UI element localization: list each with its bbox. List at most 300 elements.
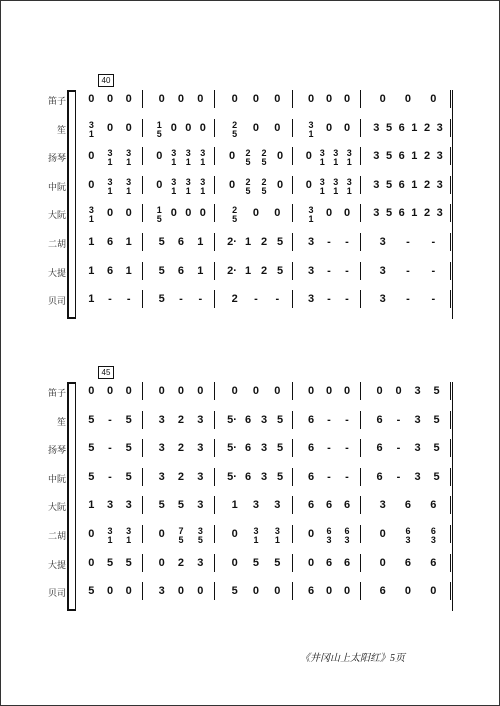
jianpu-note: 5 xyxy=(125,470,132,483)
jianpu-note: 5 xyxy=(106,556,114,569)
jianpu-note xyxy=(329,178,343,196)
chord-bottom-note: 1 xyxy=(126,535,132,545)
jianpu-note: 0 xyxy=(106,385,114,397)
chord-bottom-note: 5 xyxy=(232,128,238,139)
measure xyxy=(302,149,356,167)
measure xyxy=(370,556,446,570)
jianpu-note xyxy=(395,527,420,545)
chord-bottom-note: 1 xyxy=(274,535,280,545)
instrument-label: 贝司 xyxy=(47,296,66,307)
jianpu-note: 0 xyxy=(404,585,412,598)
jianpu-note: 1 xyxy=(125,236,132,248)
jianpu-note: 5 xyxy=(433,470,440,483)
jianpu-note: 6 xyxy=(244,413,252,426)
measure xyxy=(152,178,210,196)
chord-bottom-note: 5 xyxy=(232,214,238,225)
jianpu-note xyxy=(167,149,182,167)
measure xyxy=(82,384,138,398)
barline xyxy=(450,525,451,543)
jianpu-note: 0 xyxy=(231,528,238,540)
barline xyxy=(360,90,361,108)
barline xyxy=(360,204,361,222)
instrument-label: 笛子 xyxy=(47,96,66,106)
jianpu-note: 3 xyxy=(106,499,114,512)
jianpu-note: 1 xyxy=(411,121,418,134)
jianpu-note xyxy=(316,149,330,167)
barline xyxy=(360,176,361,194)
jianpu-note: 0 xyxy=(307,385,315,397)
jianpu-note: 0 xyxy=(125,93,132,105)
barline xyxy=(360,554,361,572)
jianpu-note: 3 xyxy=(436,178,443,191)
jianpu-note xyxy=(320,527,338,545)
jianpu-note: 0 xyxy=(305,150,312,163)
jianpu-note: - xyxy=(431,293,436,306)
jianpu-note: 6 xyxy=(307,470,315,483)
barline xyxy=(214,496,215,514)
barline xyxy=(142,411,143,429)
jianpu-note: 6 xyxy=(244,470,252,483)
measure xyxy=(302,470,356,484)
jianpu-note: 0 xyxy=(343,207,351,220)
measure xyxy=(82,527,138,545)
jianpu-note: 0 xyxy=(430,585,437,598)
barline xyxy=(360,290,361,308)
measure xyxy=(152,121,210,139)
measure xyxy=(302,584,356,598)
jianpu-note: 2 xyxy=(177,442,185,455)
jianpu-note xyxy=(101,178,120,196)
jianpu-note: 0 xyxy=(305,178,312,191)
jianpu-note: 0 xyxy=(379,556,386,569)
system-end-line xyxy=(452,382,453,611)
jianpu-note: - xyxy=(179,293,183,306)
jianpu-note: 6 xyxy=(307,585,315,598)
chord-bottom-note: 5 xyxy=(197,535,203,545)
jianpu-note: - xyxy=(345,264,349,277)
jianpu-note: 0 xyxy=(125,121,132,134)
jianpu-note: - xyxy=(275,293,280,306)
jianpu-note xyxy=(256,178,272,196)
jianpu-note: 6 xyxy=(398,150,405,163)
jianpu-note: 5 xyxy=(231,585,238,598)
barline xyxy=(292,233,293,251)
instrument-label: 中阮 xyxy=(47,473,66,484)
jianpu-note: 6 xyxy=(325,556,333,569)
barline xyxy=(450,290,451,308)
jianpu-note: 0 xyxy=(404,93,412,105)
measure xyxy=(302,498,356,512)
barline xyxy=(214,554,215,572)
barline xyxy=(214,233,215,251)
jianpu-note: 0 xyxy=(88,385,95,397)
jianpu-note: 1 xyxy=(244,236,252,248)
chord-bottom-note: 1 xyxy=(253,535,259,545)
system-end-line xyxy=(452,90,453,319)
chord-bottom-note: 5 xyxy=(261,157,267,168)
jianpu-note: 3 xyxy=(158,585,165,598)
chord-bottom-note: 1 xyxy=(126,185,132,196)
jianpu-note: 0 xyxy=(325,121,333,134)
jianpu-note: 3 xyxy=(158,442,165,455)
barline xyxy=(214,582,215,600)
jianpu-note: 6 xyxy=(398,121,405,134)
jianpu-note xyxy=(119,527,138,545)
jianpu-note: 2 xyxy=(423,207,431,220)
jianpu-note: 3 xyxy=(373,150,380,163)
jianpu-note: 3 xyxy=(414,442,421,455)
measure xyxy=(302,178,356,196)
jianpu-note: 6 xyxy=(307,442,315,455)
jianpu-note: 3 xyxy=(414,413,421,426)
jianpu-note: - xyxy=(431,264,436,277)
page-footer: 《井冈山上太阳红》5页 xyxy=(300,653,405,664)
chord-top-note: 3 xyxy=(126,148,132,159)
jianpu-note: 0 xyxy=(125,585,132,598)
jianpu-note: 6 xyxy=(398,207,405,220)
measure xyxy=(82,121,138,139)
jianpu-note: 2 xyxy=(177,470,185,483)
jianpu-note: 0 xyxy=(177,385,185,397)
chord-top-note: 2 xyxy=(261,176,267,187)
chord-top-note: 3 xyxy=(274,526,280,536)
jianpu-note xyxy=(256,149,272,167)
jianpu-note: 3 xyxy=(197,470,204,483)
chord-bottom-note: 1 xyxy=(346,185,352,196)
jianpu-note xyxy=(167,178,182,196)
jianpu-note: 3 xyxy=(414,385,421,397)
jianpu-note: - xyxy=(406,264,410,277)
jianpu-note: 6 xyxy=(343,556,351,569)
chord-top-note: 3 xyxy=(107,176,113,187)
measure xyxy=(370,235,446,249)
measure xyxy=(224,264,288,278)
measure xyxy=(82,556,138,570)
jianpu-note: 0 xyxy=(274,93,281,105)
jianpu-note: 0 xyxy=(252,207,260,220)
jianpu-note: 0 xyxy=(88,556,95,569)
jianpu-note: 0 xyxy=(185,121,192,134)
jianpu-note: 6 xyxy=(244,442,252,455)
jianpu-note: 2 xyxy=(177,556,185,569)
jianpu-note: 0 xyxy=(88,528,95,540)
measure xyxy=(224,556,288,570)
chord-bottom-note: 1 xyxy=(185,185,191,196)
jianpu-note: - xyxy=(126,293,131,306)
chord-top-note: 3 xyxy=(88,119,94,130)
barline xyxy=(142,290,143,308)
jianpu-note: - xyxy=(345,470,349,483)
measure xyxy=(302,206,356,224)
barline xyxy=(142,262,143,280)
jianpu-note: 0 xyxy=(343,93,351,105)
chord-bottom-note: 3 xyxy=(326,535,332,545)
instrument-label: 大阮 xyxy=(47,502,66,513)
jianpu-note: 3 xyxy=(274,499,281,512)
jianpu-note: 0 xyxy=(395,385,402,397)
measure xyxy=(224,292,288,306)
jianpu-note: 6 xyxy=(325,499,333,512)
jianpu-note: 0 xyxy=(125,207,132,220)
jianpu-note: 3 xyxy=(373,121,380,134)
chord-top-note: 3 xyxy=(346,176,352,187)
chord-top-note: 2 xyxy=(232,205,238,216)
measure xyxy=(82,264,138,278)
chord-top-note: 3 xyxy=(126,526,132,536)
jianpu-note xyxy=(316,178,330,196)
jianpu-note: 2 xyxy=(177,413,185,426)
jianpu-note: 3 xyxy=(379,293,386,306)
jianpu-note: 5· xyxy=(227,413,237,426)
jianpu-note: 3 xyxy=(260,442,268,455)
jianpu-note: - xyxy=(198,293,203,306)
chord-top-note: 3 xyxy=(171,176,177,187)
jianpu-note: 3 xyxy=(158,413,165,426)
chord-bottom-note: 5 xyxy=(156,214,162,225)
system-barline-start xyxy=(75,382,76,611)
jianpu-note: 0 xyxy=(307,556,315,569)
jianpu-note: 0 xyxy=(252,585,260,598)
jianpu-note: 5 xyxy=(433,442,440,455)
barline xyxy=(142,119,143,137)
jianpu-note xyxy=(338,527,356,545)
jianpu-note: 5 xyxy=(276,413,284,426)
barline xyxy=(292,290,293,308)
chord-bottom-note: 5 xyxy=(156,128,162,139)
jianpu-note: 2· xyxy=(227,236,237,248)
jianpu-note: - xyxy=(431,236,436,248)
instrument-label: 大提 xyxy=(47,267,66,278)
jianpu-note: - xyxy=(396,442,401,455)
jianpu-note xyxy=(240,178,256,196)
chord-top-note: 6 xyxy=(344,526,350,536)
jianpu-note: 2 xyxy=(423,150,431,163)
barline xyxy=(450,204,451,222)
chord-top-note: 3 xyxy=(253,526,259,536)
measure xyxy=(302,441,356,455)
barline xyxy=(292,411,293,429)
instrument-label: 二胡 xyxy=(47,239,66,249)
instrument-label: 扬琴 xyxy=(47,445,66,456)
barline xyxy=(450,582,451,600)
jianpu-note xyxy=(119,178,138,196)
jianpu-note: 6 xyxy=(404,499,412,512)
jianpu-note xyxy=(119,149,138,167)
measure xyxy=(302,264,356,278)
jianpu-note: - xyxy=(345,236,349,248)
jianpu-note: 0 xyxy=(170,207,177,220)
chord-bottom-note: 1 xyxy=(308,128,314,139)
measure xyxy=(82,92,138,106)
barline xyxy=(214,176,215,194)
measure xyxy=(224,206,288,224)
jianpu-note: - xyxy=(327,293,331,306)
jianpu-note xyxy=(343,178,357,196)
jianpu-note: 0 xyxy=(325,207,333,220)
chord-top-note: 6 xyxy=(326,526,332,536)
jianpu-note: 6 xyxy=(430,499,437,512)
jianpu-note: 3 xyxy=(373,178,380,191)
measure xyxy=(370,498,446,512)
chord-bottom-note: 1 xyxy=(333,157,339,168)
jianpu-note xyxy=(152,206,167,224)
barline xyxy=(450,468,451,486)
jianpu-note: 5 xyxy=(276,264,284,277)
chord-bottom-note: 5 xyxy=(261,185,267,196)
jianpu-note: 6 xyxy=(430,556,437,569)
jianpu-note: 3 xyxy=(197,556,204,569)
measure xyxy=(224,498,288,512)
jianpu-note: 0 xyxy=(228,178,236,191)
measure xyxy=(152,470,210,484)
chord-bottom-note: 1 xyxy=(319,185,325,196)
barline xyxy=(360,496,361,514)
jianpu-note: 5 xyxy=(88,585,95,598)
jianpu-note: 3 xyxy=(307,236,315,248)
jianpu-note: 5 xyxy=(158,236,165,248)
barline xyxy=(292,204,293,222)
measure xyxy=(152,235,210,249)
measure xyxy=(224,413,288,427)
barline xyxy=(214,525,215,543)
jianpu-note: 2 xyxy=(260,236,268,248)
jianpu-note: - xyxy=(345,442,349,455)
jianpu-note xyxy=(240,149,256,167)
jianpu-note: - xyxy=(345,293,349,306)
barline xyxy=(214,204,215,222)
barline xyxy=(214,119,215,137)
measure xyxy=(302,235,356,249)
jianpu-note: - xyxy=(406,293,410,306)
rehearsal-mark: 45 xyxy=(98,366,114,379)
jianpu-note: 5 xyxy=(88,442,95,455)
chord-bottom-note: 1 xyxy=(126,157,132,168)
jianpu-note xyxy=(171,527,190,545)
barline xyxy=(292,582,293,600)
instrument-label: 中阮 xyxy=(47,181,66,192)
jianpu-note: 3 xyxy=(197,413,204,426)
measure xyxy=(224,441,288,455)
chord-bottom-note: 1 xyxy=(200,185,206,196)
jianpu-note: - xyxy=(108,293,112,306)
chord-top-note: 3 xyxy=(185,148,191,159)
jianpu-note: 5 xyxy=(385,178,393,191)
measure xyxy=(82,292,138,306)
jianpu-note xyxy=(329,149,343,167)
jianpu-note: 5 xyxy=(276,236,284,248)
barline xyxy=(450,176,451,194)
jianpu-note: 0 xyxy=(88,178,95,191)
barline xyxy=(450,496,451,514)
jianpu-note: 0 xyxy=(343,585,351,598)
measure xyxy=(82,206,138,224)
measure xyxy=(224,121,288,139)
barline xyxy=(292,439,293,457)
measure xyxy=(370,292,446,306)
jianpu-note: 0 xyxy=(199,207,206,220)
jianpu-note: 3 xyxy=(260,413,268,426)
jianpu-note: 2 xyxy=(260,264,268,277)
chord-top-note: 3 xyxy=(107,148,113,159)
chord-bottom-note: 5 xyxy=(245,157,251,168)
barline xyxy=(450,554,451,572)
measure xyxy=(82,178,138,196)
jianpu-note: 6 xyxy=(307,413,315,426)
instrument-label: 大阮 xyxy=(47,210,66,221)
jianpu-note: 0 xyxy=(307,93,315,105)
jianpu-note: 0 xyxy=(379,93,386,105)
jianpu-note: 5 xyxy=(385,150,393,163)
jianpu-note: 0 xyxy=(158,93,165,105)
chord-top-note: 3 xyxy=(346,148,352,159)
instrument-label: 笛子 xyxy=(47,388,66,398)
jianpu-note: 5 xyxy=(274,556,281,569)
chord-bottom-note: 3 xyxy=(344,535,350,545)
jianpu-note: 0 xyxy=(307,528,315,540)
jianpu-note: 5 xyxy=(88,413,95,426)
barline xyxy=(142,233,143,251)
chord-bottom-note: 5 xyxy=(245,185,251,196)
jianpu-note: 3 xyxy=(260,470,268,483)
chord-top-note: 3 xyxy=(88,205,94,216)
jianpu-note: 5 xyxy=(433,385,440,397)
chord-bottom-note: 1 xyxy=(107,185,113,196)
barline xyxy=(360,233,361,251)
jianpu-note: 3 xyxy=(197,499,204,512)
chord-top-note: 3 xyxy=(126,176,132,187)
barline xyxy=(142,204,143,222)
jianpu-note: 5 xyxy=(88,470,95,483)
jianpu-note: 0 xyxy=(197,93,204,105)
chord-top-note: 7 xyxy=(178,526,184,536)
measure xyxy=(370,527,446,545)
jianpu-note: 0 xyxy=(274,207,281,220)
jianpu-note: 6 xyxy=(376,470,383,483)
instrument-label: 笙 xyxy=(56,416,66,427)
measure xyxy=(82,149,138,167)
jianpu-note: 1 xyxy=(125,264,132,277)
jianpu-note: 3 xyxy=(436,121,443,134)
measure xyxy=(302,413,356,427)
jianpu-note: 3 xyxy=(379,499,386,512)
jianpu-note: 6 xyxy=(106,264,114,277)
measure xyxy=(370,584,446,598)
instrument-label: 大提 xyxy=(47,559,66,570)
barline xyxy=(360,468,361,486)
barline xyxy=(292,468,293,486)
barline xyxy=(142,554,143,572)
jianpu-note: 0 xyxy=(325,385,333,397)
jianpu-note: 2 xyxy=(423,178,431,191)
jianpu-note: 0 xyxy=(88,93,95,105)
jianpu-note xyxy=(152,121,167,139)
jianpu-note: 3 xyxy=(252,499,260,512)
chord-top-note: 3 xyxy=(185,176,191,187)
barline xyxy=(214,382,215,400)
chord-top-note: 2 xyxy=(261,148,267,159)
jianpu-note: 3 xyxy=(307,264,315,277)
chord-bottom-note: 1 xyxy=(88,214,94,225)
jianpu-note: 3 xyxy=(379,236,386,248)
jianpu-note: 6 xyxy=(398,178,405,191)
jianpu-note: 6 xyxy=(307,499,315,512)
jianpu-note: 3 xyxy=(197,442,204,455)
barline xyxy=(142,147,143,165)
measure xyxy=(82,498,138,512)
jianpu-note: 1 xyxy=(197,236,204,248)
chord-top-note: 3 xyxy=(333,148,339,159)
barline xyxy=(360,582,361,600)
